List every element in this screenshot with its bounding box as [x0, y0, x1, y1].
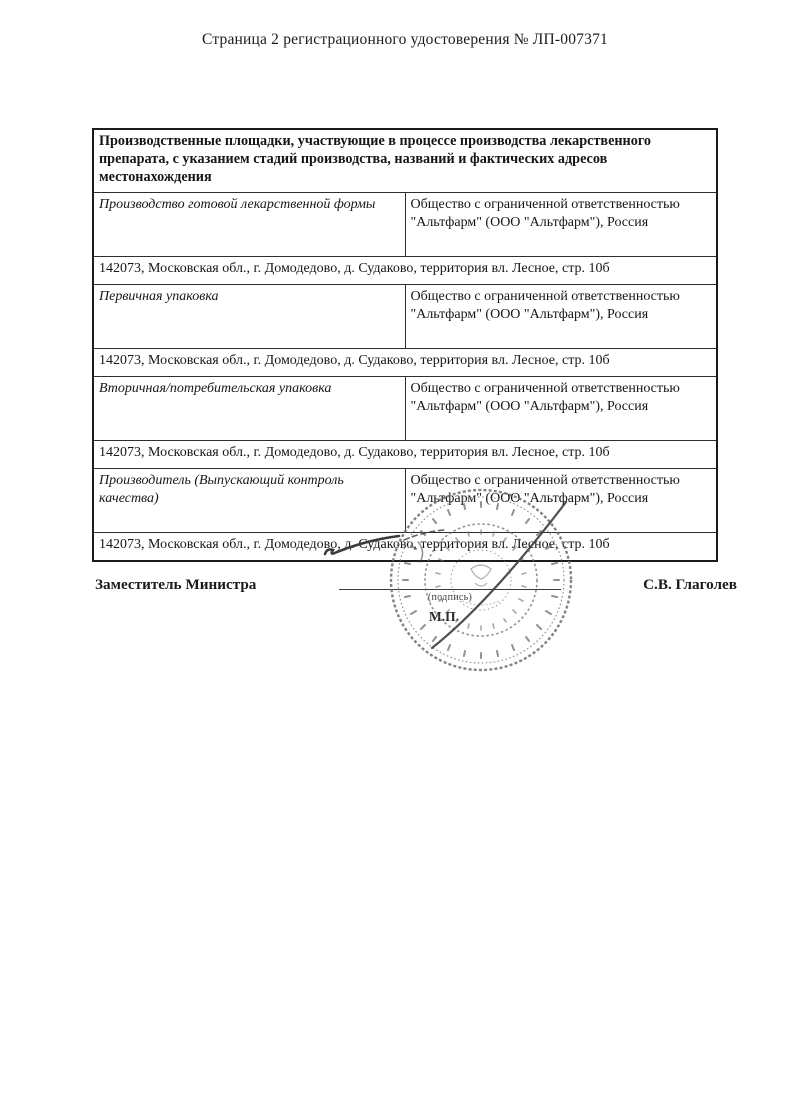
table-row: [93, 257, 717, 285]
signature-line: [339, 589, 561, 590]
table-title: Производственные площадки, участвующие в процессе производства лекарственного препарата, с указанием стадий производства, названий и фактических адресов местонахождения: [93, 129, 717, 193]
stage-cell: Производство готовой лекарственной формы: [93, 193, 405, 257]
page-title: Страница 2 регистрационного удостоверения № ЛП-007371: [202, 31, 608, 48]
signer-name: С.В. Глаголев: [643, 576, 737, 593]
stage-cell: Производитель (Выпускающий контроль качества): [93, 469, 405, 533]
signer-title: Заместитель Министра: [95, 576, 257, 593]
stage-cell: Вторичная/потребительская упаковка: [93, 377, 405, 441]
company-cell: Общество с ограниченной ответственностью "Альтфарм" (ООО "Альтфарм"), Россия: [405, 469, 717, 533]
production-sites-table: [92, 128, 718, 562]
seal-place-mark: М.П.: [429, 609, 459, 624]
table-row: [93, 193, 717, 257]
address-cell: 142073, Московская обл., г. Домодедово, д. Судаково, территория вл. Лесное, стр. 10б: [93, 533, 717, 562]
stage-cell: Первичная упаковка: [93, 285, 405, 349]
company-cell: Общество с ограниченной ответственностью "Альтфарм" (ООО "Альтфарм"), Россия: [405, 285, 717, 349]
address-cell: 142073, Московская обл., г. Домодедово, д. Судаково, территория вл. Лесное, стр. 10б: [93, 257, 717, 285]
address-cell: 142073, Московская обл., г. Домодедово, д. Судаково, территория вл. Лесное, стр. 10б: [93, 349, 717, 377]
signature-caption: (подпись): [427, 592, 473, 603]
address-cell: 142073, Московская обл., г. Домодедово, д. Судаково, территория вл. Лесное, стр. 10б: [93, 441, 717, 469]
table-row: [93, 469, 717, 533]
table-header-row: [93, 129, 717, 193]
company-cell: Общество с ограниченной ответственностью "Альтфарм" (ООО "Альтфарм"), Россия: [405, 377, 717, 441]
table-row: [93, 533, 717, 562]
table-row: [93, 285, 717, 349]
table-row: [93, 441, 717, 469]
company-cell: Общество с ограниченной ответственностью "Альтфарм" (ООО "Альтфарм"), Россия: [405, 193, 717, 257]
table-row: [93, 349, 717, 377]
table-row: [93, 377, 717, 441]
